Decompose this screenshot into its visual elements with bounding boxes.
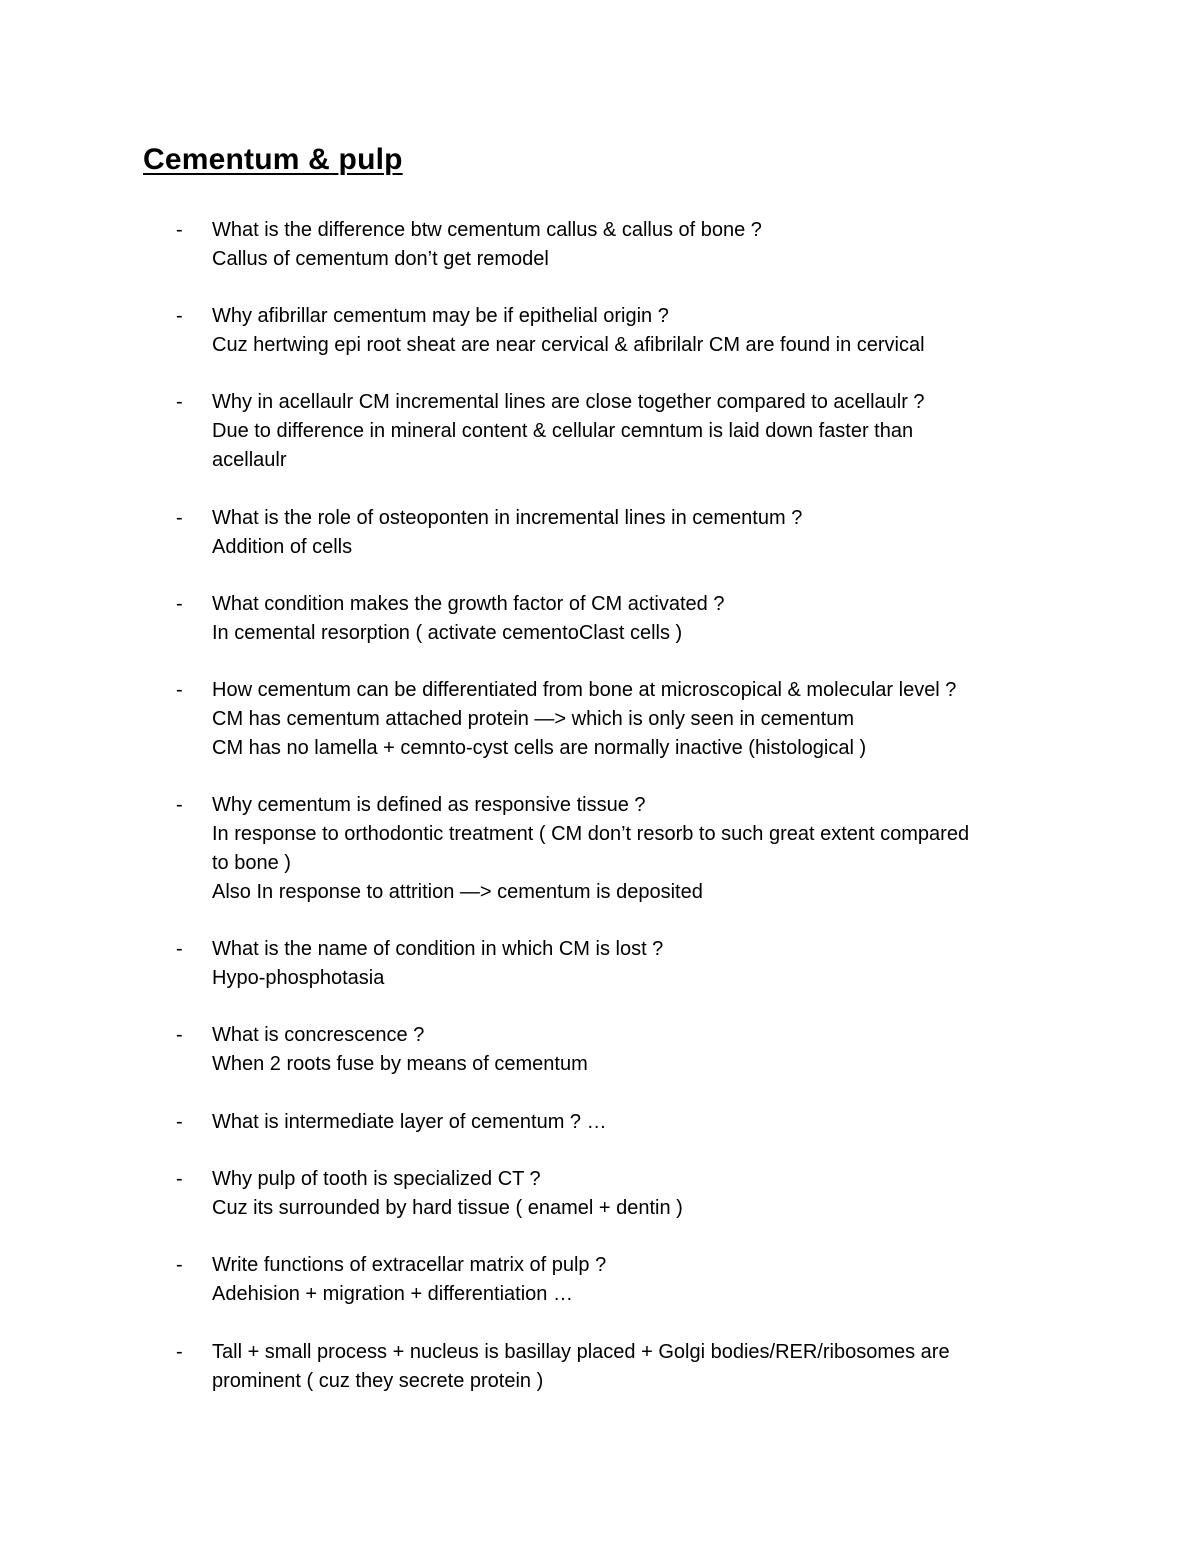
bullet-dash: - <box>176 1254 183 1276</box>
question-text: How cementum can be differentiated from bone at microscopical & molecular level ? <box>212 679 957 701</box>
bullet-dash: - <box>176 391 183 413</box>
qa-text <box>212 216 1062 274</box>
bullet-dash: - <box>176 305 183 327</box>
question-text: What is concrescence ? <box>212 1024 425 1046</box>
answer-text: In cemental resorption ( activate cementoClast cells ) <box>212 622 683 644</box>
question-text: Tall + small process + nucleus is basillay placed + Golgi bodies/RER/ribosomes are prominent ( cuz they secrete protein ) <box>212 1341 950 1392</box>
qa-text <box>212 388 1062 475</box>
qa-text <box>212 504 1062 562</box>
qa-text <box>212 791 1062 907</box>
question-text: What is intermediate layer of cementum ? … <box>212 1111 607 1133</box>
qa-text <box>212 590 1062 648</box>
qa-text <box>212 1251 1062 1309</box>
qa-text <box>212 1108 1062 1137</box>
qa-text <box>212 676 1062 763</box>
answer-text: Adehision + migration + differentiation … <box>212 1283 573 1305</box>
answer-text: CM has cementum attached protein —> which is only seen in cementum CM has no lamella + cemnto-cyst cells are normally inactive (histological ) <box>212 708 867 759</box>
answer-text: Cuz hertwing epi root sheat are near cervical & afibrilalr CM are found in cervical <box>212 334 925 356</box>
question-text: What is the difference btw cementum callus & callus of bone ? <box>212 219 762 241</box>
answer-text: Hypo-phosphotasia <box>212 967 385 989</box>
answer-text: Due to difference in mineral content & cellular cemntum is laid down faster than acellaulr <box>212 420 914 471</box>
bullet-dash: - <box>176 679 183 701</box>
answer-text: In response to orthodontic treatment ( CM don’t resorb to such great extent compared to bone ) Also In response to attrition —> cementum is deposited <box>212 823 970 903</box>
bullet-dash: - <box>176 938 183 960</box>
bullet-dash: - <box>176 1111 183 1133</box>
bullet-dash: - <box>176 219 183 241</box>
bullet-dash: - <box>176 593 183 615</box>
bullet-dash: - <box>176 1168 183 1190</box>
question-text: Why pulp of tooth is specialized CT ? <box>212 1168 541 1190</box>
qa-text <box>212 1021 1062 1079</box>
question-text: Why cementum is defined as responsive tissue ? <box>212 794 646 816</box>
bullet-dash: - <box>176 507 183 529</box>
page-title: Cementum & pulp <box>143 143 403 176</box>
qa-text <box>212 1165 1062 1223</box>
qa-text <box>212 302 1062 360</box>
bullet-dash: - <box>176 1024 183 1046</box>
bullet-dash: - <box>176 794 183 816</box>
question-text: Why in acellaulr CM incremental lines are close together compared to acellaulr ? <box>212 391 925 413</box>
answer-text: Addition of cells <box>212 536 353 558</box>
answer-text: Callus of cementum don’t get remodel <box>212 248 549 270</box>
qa-text <box>212 1338 1062 1396</box>
answer-text: Cuz its surrounded by hard tissue ( enamel + dentin ) <box>212 1197 683 1219</box>
bullet-dash: - <box>176 1341 183 1363</box>
question-text: Write functions of extracellar matrix of pulp ? <box>212 1254 607 1276</box>
answer-text: When 2 roots fuse by means of cementum <box>212 1053 588 1075</box>
question-text: What condition makes the growth factor of CM activated ? <box>212 593 725 615</box>
question-text: Why afibrillar cementum may be if epithelial origin ? <box>212 305 669 327</box>
qa-text <box>212 935 1062 993</box>
question-text: What is the role of osteoponten in incremental lines in cementum ? <box>212 507 803 529</box>
question-text: What is the name of condition in which CM is lost ? <box>212 938 664 960</box>
